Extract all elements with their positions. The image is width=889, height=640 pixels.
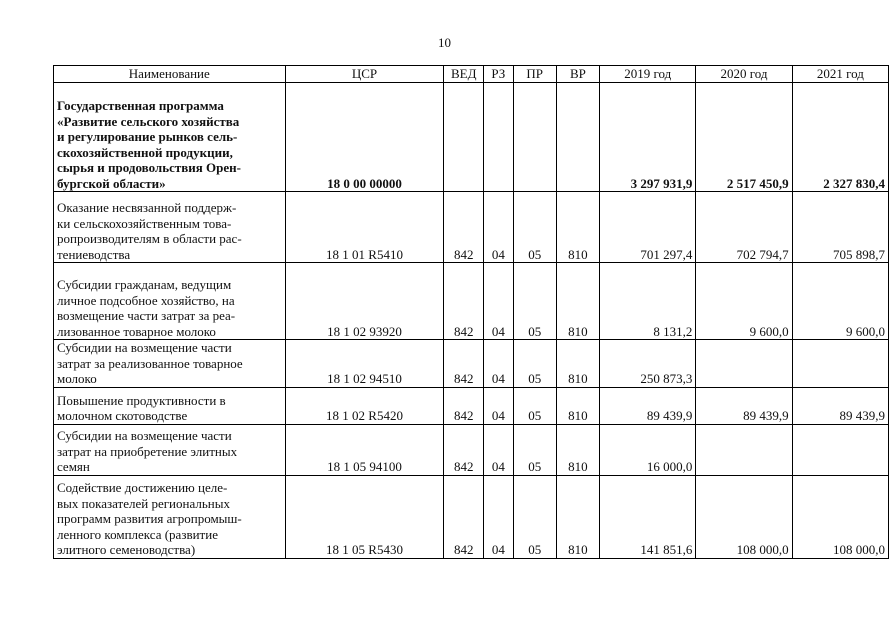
header-name: Наименование [54, 66, 286, 83]
cell-y2021: 9 600,0 [792, 263, 888, 340]
cell-y2019: 3 297 931,9 [600, 83, 696, 192]
cell-y2019: 701 297,4 [600, 192, 696, 263]
row-name-line: затрат на приобретение элитных [57, 443, 238, 459]
row-name-line: Субсидии гражданам, ведущим [57, 277, 232, 292]
cell-rz [484, 83, 514, 192]
row-name-line: ки сельскохозяйственным това- [57, 215, 232, 231]
row-name-line: молоко [57, 371, 97, 386]
table-row [54, 192, 889, 263]
row-name [54, 387, 286, 424]
cell-pr: 05 [513, 387, 556, 424]
header-vr: ВР [556, 66, 599, 83]
header-pr: ПР [513, 66, 556, 83]
cell-ved: 842 [444, 263, 484, 340]
cell-pr [513, 83, 556, 192]
cell-ved: 842 [444, 424, 484, 475]
cell-y2019: 16 000,0 [600, 424, 696, 475]
cell-pr: 05 [513, 192, 556, 263]
cell-y2020 [696, 424, 792, 475]
cell-ved: 842 [444, 475, 484, 558]
row-name-line: Оказание несвязанной поддерж- [57, 200, 237, 215]
cell-y2020: 702 794,7 [696, 192, 792, 263]
row-name-line: Субсидии на возмещение части [57, 428, 232, 443]
row-name-line: Повышение продуктивности в [57, 392, 226, 408]
row-name [54, 424, 286, 475]
cell-rz: 04 [484, 263, 514, 340]
row-name-line: вых показателей региональных [57, 495, 230, 511]
cell-rz: 04 [484, 340, 514, 388]
cell-y2019: 8 131,2 [600, 263, 696, 340]
cell-vr: 810 [556, 424, 599, 475]
header-2020: 2020 год [696, 66, 792, 83]
cell-y2019: 141 851,6 [600, 475, 696, 558]
row-name-line: Государственная программа [57, 98, 224, 113]
cell-y2020: 9 600,0 [696, 263, 792, 340]
cell-vr: 810 [556, 387, 599, 424]
budget-table [53, 65, 889, 559]
table-row [54, 340, 889, 388]
cell-ved: 842 [444, 387, 484, 424]
table-row [54, 83, 889, 192]
cell-csr: 18 0 00 00000 [285, 83, 444, 192]
row-name [54, 340, 286, 388]
row-name-line: бургской области» [57, 175, 166, 191]
table-header-row [54, 66, 889, 83]
cell-rz: 04 [484, 424, 514, 475]
cell-y2020: 108 000,0 [696, 475, 792, 558]
cell-y2021: 2 327 830,4 [792, 83, 888, 192]
cell-csr: 18 1 05 R5430 [285, 475, 444, 558]
table-row [54, 475, 889, 558]
row-name [54, 83, 286, 192]
cell-ved [444, 83, 484, 192]
cell-pr: 05 [513, 475, 556, 558]
row-name-line: Субсидии на возмещение части [57, 340, 232, 355]
row-name [54, 263, 286, 340]
row-name-line: ропроизводителям в области рас- [57, 231, 242, 246]
row-name [54, 475, 286, 558]
header-csr: ЦСР [285, 66, 444, 83]
cell-y2021: 108 000,0 [792, 475, 888, 558]
row-name-line: сырья и продовольствия Орен- [57, 160, 241, 175]
cell-y2020: 89 439,9 [696, 387, 792, 424]
header-rz: РЗ [484, 66, 514, 83]
cell-vr: 810 [556, 475, 599, 558]
cell-csr: 18 1 02 93920 [285, 263, 444, 340]
row-name-line: и регулирование рынков сель- [57, 129, 238, 144]
row-name-line: Содействие достижению целе- [57, 480, 228, 495]
cell-y2021: 89 439,9 [792, 387, 888, 424]
header-ved: ВЕД [444, 66, 484, 83]
table-body [54, 83, 889, 559]
row-name-line: возмещение части затрат за реа- [57, 308, 236, 323]
cell-pr: 05 [513, 263, 556, 340]
row-name-line: семян [57, 459, 90, 474]
page-number: 10 [438, 35, 451, 50]
cell-rz: 04 [484, 387, 514, 424]
cell-csr: 18 1 05 94100 [285, 424, 444, 475]
cell-y2021 [792, 340, 888, 388]
cell-vr: 810 [556, 263, 599, 340]
cell-y2019: 89 439,9 [600, 387, 696, 424]
row-name-line: «Развитие сельского хозяйства [57, 113, 240, 129]
cell-vr: 810 [556, 192, 599, 263]
row-name-line: личное подсобное хозяйство, на [57, 292, 235, 308]
row-name-line: молочном скотоводстве [57, 408, 188, 423]
header-2019: 2019 год [600, 66, 696, 83]
cell-csr: 18 1 02 R5420 [285, 387, 444, 424]
cell-rz: 04 [484, 192, 514, 263]
row-name-line: скохозяйственной продукции, [57, 144, 233, 160]
row-name-line: лизованное товарное молоко [57, 323, 216, 339]
row-name [54, 192, 286, 263]
cell-csr: 18 1 01 R5410 [285, 192, 444, 263]
table-row [54, 387, 889, 424]
cell-ved: 842 [444, 340, 484, 388]
row-name-line: тениеводства [57, 246, 131, 262]
table-row [54, 263, 889, 340]
row-name-line: программ развития агропромыш- [57, 511, 242, 526]
cell-y2020: 2 517 450,9 [696, 83, 792, 192]
cell-y2021 [792, 424, 888, 475]
table-row [54, 424, 889, 475]
cell-y2021: 705 898,7 [792, 192, 888, 263]
row-name-line: элитного семеноводства) [57, 542, 196, 557]
cell-pr: 05 [513, 340, 556, 388]
row-name-line: ленного комплекса (развитие [57, 526, 218, 542]
cell-csr: 18 1 02 94510 [285, 340, 444, 388]
cell-y2019: 250 873,3 [600, 340, 696, 388]
cell-vr [556, 83, 599, 192]
cell-y2020 [696, 340, 792, 388]
header-2021: 2021 год [792, 66, 888, 83]
cell-ved: 842 [444, 192, 484, 263]
cell-pr: 05 [513, 424, 556, 475]
cell-vr: 810 [556, 340, 599, 388]
cell-rz: 04 [484, 475, 514, 558]
row-name-line: затрат за реализованное товарное [57, 355, 243, 371]
